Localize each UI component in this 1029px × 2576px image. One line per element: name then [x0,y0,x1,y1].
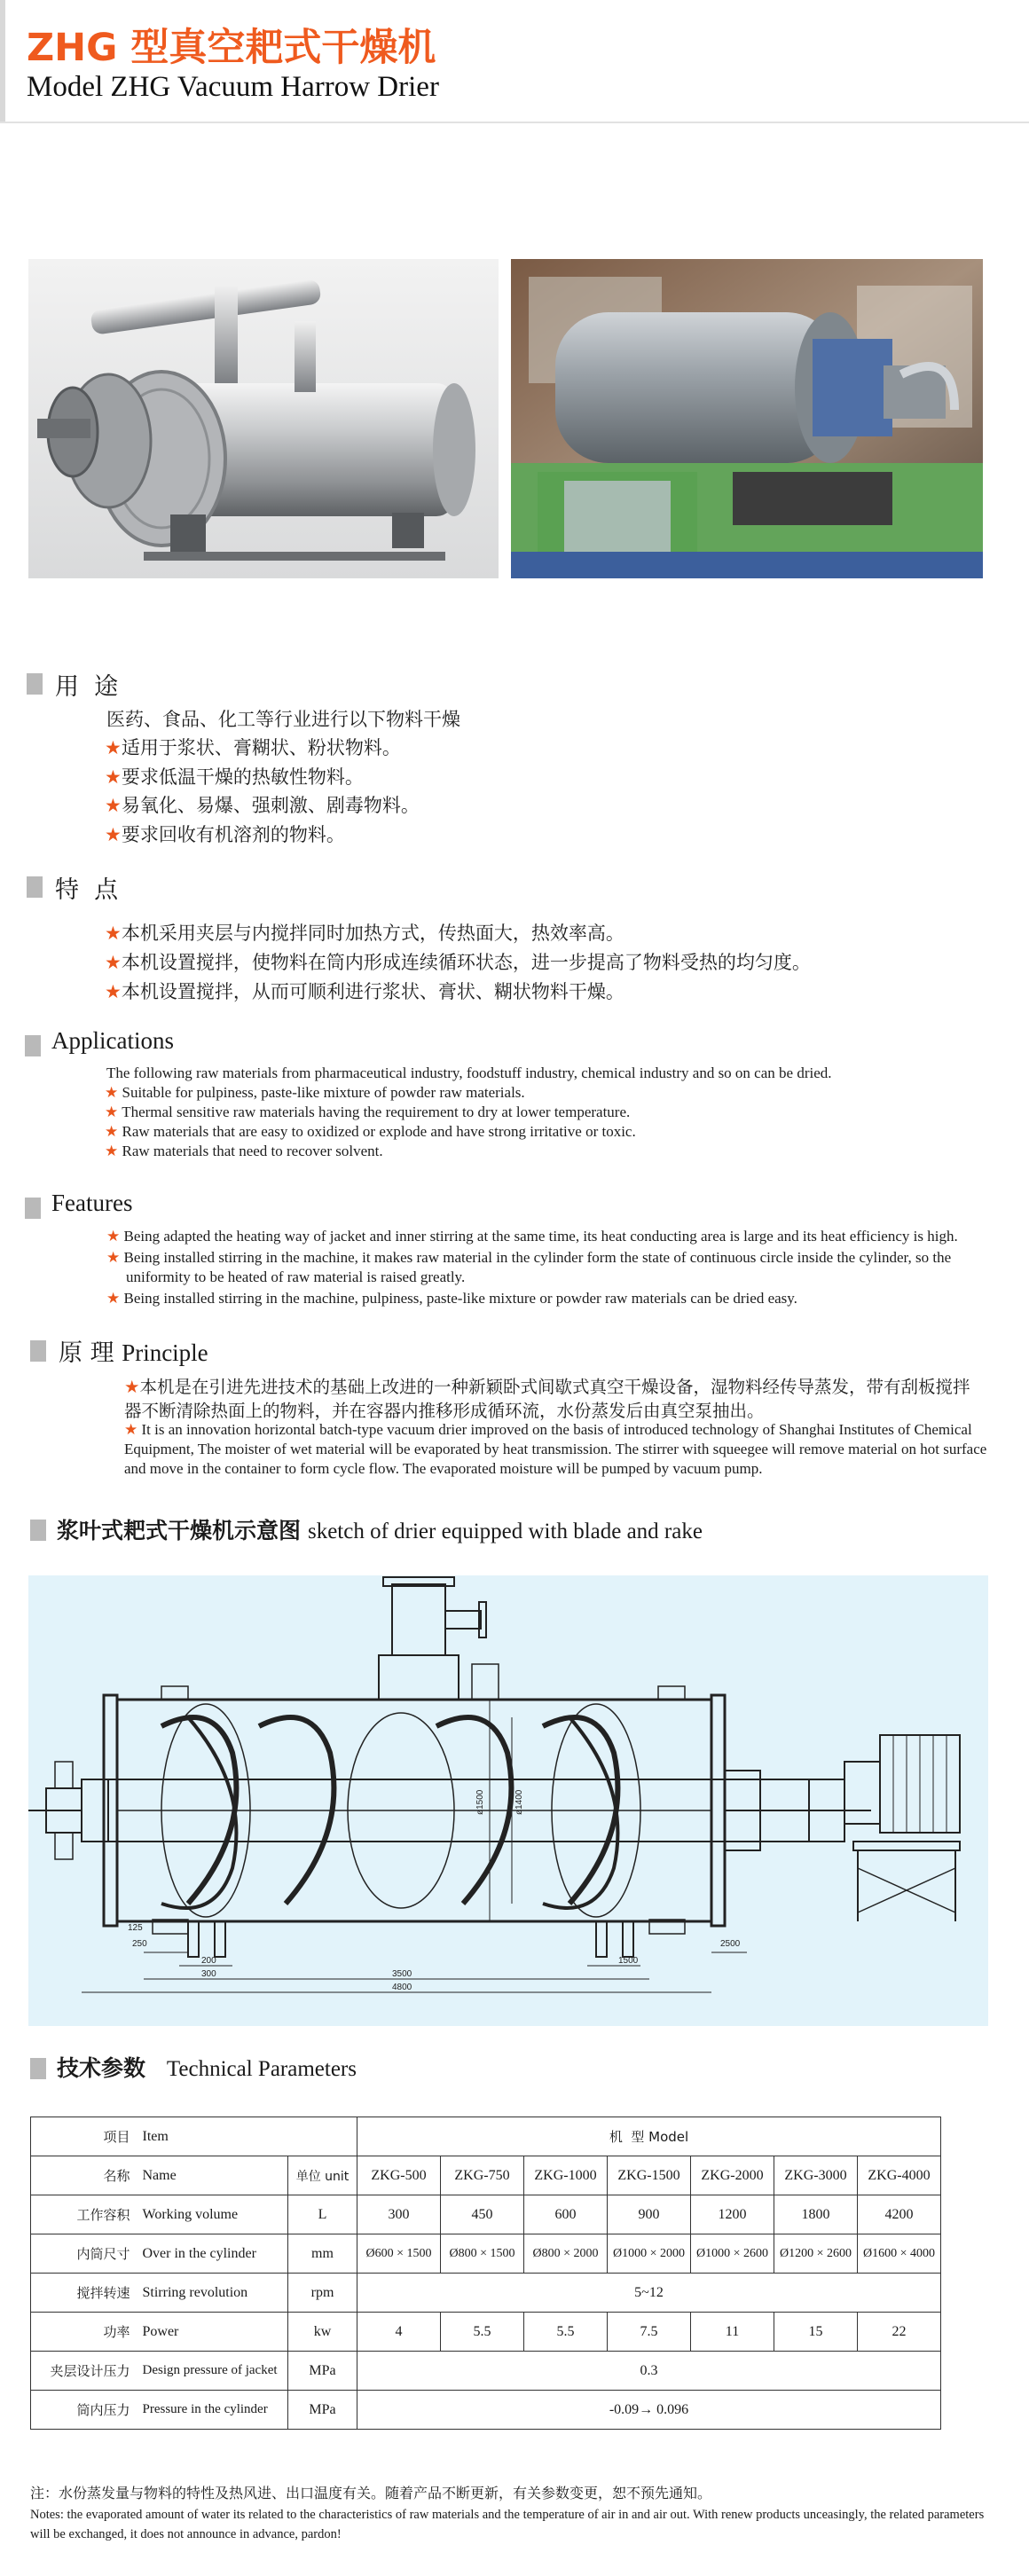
table-cell: Ø1200 × 2600 [774,2234,858,2274]
section-title-applications: Applications [51,1027,174,1054]
principle-cn-line: 器不断清除热面上的物料，并在容器内推移形成循环流，水份蒸发后由真空泵抽出。 [124,1401,765,1421]
star-icon: ★ [105,923,122,944]
header-divider [0,122,1029,123]
section-marker [27,876,43,898]
list-item: ★本机设置搅拌，使物料在筒内形成连续循环状态，进一步提高了物料受热的均匀度。 [105,952,811,973]
table-cell: ZKG-1000 [524,2156,608,2195]
table-row [31,2313,941,2352]
star-icon: ★ [105,824,122,845]
tech-params-table [30,2117,941,2430]
table-cell: Ø1000 × 2000 [608,2234,691,2274]
table-cell: 7.5 [608,2313,691,2352]
list-item: ★要求低温干燥的热敏性物料。 [105,766,364,788]
dim-label: 2500 [720,1939,741,1949]
table-cell-merged: 5~12 [357,2274,941,2313]
table-cell: 900 [608,2195,691,2234]
table-cell: 4200 [858,2195,941,2234]
table-row [31,2156,941,2195]
list-item: ★ Suitable for pulpiness, paste-like mixture of powder raw materials. [105,1084,525,1101]
table-cell: 1200 [691,2195,774,2234]
star-icon: ★ [106,1249,124,1266]
table-row [31,2234,941,2274]
table-cell: 5.5 [441,2313,524,2352]
table-cell: Ø800 × 1500 [441,2234,524,2274]
table-cell: rpm [288,2274,357,2313]
section-marker [25,1035,41,1056]
dim-label: 1500 [618,1956,639,1966]
product-photo-drier-silver [28,259,499,578]
list-item: ★适用于浆状、膏糊状、粉状物料。 [105,737,401,758]
table-cell: ZKG-4000 [858,2156,941,2195]
principle-cn-line: ★本机是在引进先进技术的基础上改进的一种新颖卧式间歇式真空干燥设备，湿物料经传导蒸发，带有刮板搅拌 [124,1377,970,1397]
list-item-continuation: uniformity to be heated of raw material is raised greatly. [126,1268,466,1285]
uses-intro: 医药、食品、化工等行业进行以下物料干燥 [106,709,460,730]
dim-label: ø1500 [475,1789,485,1815]
dim-label: ø1400 [514,1789,524,1815]
product-photo-drier-installed [511,259,983,578]
table-cell: MPa [288,2391,357,2430]
section-title-sketch: 浆叶式耙式干燥机示意图 sketch of drier equipped with blade and rake [57,1518,703,1543]
table-row [31,2195,941,2234]
section-marker [30,1520,46,1541]
section-marker [27,673,43,695]
table-cell: ZKG-3000 [774,2156,858,2195]
table-cell: 1800 [774,2195,858,2234]
table-cell: 600 [524,2195,608,2234]
table-cell: Ø1600 × 4000 [858,2234,941,2274]
table-cell: 内筒尺寸 [31,2234,137,2274]
star-icon: ★ [105,1103,122,1120]
table-cell: 筒内压力 [31,2391,137,2430]
table-row [31,2391,941,2430]
table-cell: L [288,2195,357,2234]
principle-en-line: Equipment, The moister of wet material will be evaporated by heat transmission. The stirrer with squeegee will remove material on hot surface [124,1441,987,1457]
principle-en-line: ★ It is an innovation horizontal batch-type vacuum drier improved on the basis of introduced technology of Shanghai Institutes of Chemical [124,1421,972,1438]
table-cell: ZKG-750 [441,2156,524,2195]
table-header-model: 机 型 Model [357,2117,941,2156]
drier-sketch-diagram [28,1575,988,2026]
dim-label: 125 [128,1923,143,1933]
table-cell: Ø600 × 1500 [357,2234,441,2274]
section-title-principle: 原 理 Principle [59,1339,208,1367]
table-cell: 4 [357,2313,441,2352]
section-title-uses: 用 途 [55,673,119,701]
section-title-features-cn: 特 点 [55,876,119,904]
applications-intro: The following raw materials from pharmaceutical industry, foodstuff industry, chemical industry and so on can be dried. [106,1064,832,1081]
page-title-en: Model ZHG Vacuum Harrow Drier [27,71,439,103]
table-cell: 功率 [31,2313,137,2352]
dim-label: 4800 [392,1983,412,1992]
table-cell: Item [137,2117,357,2156]
table-cell: 22 [858,2313,941,2352]
table-cell: 300 [357,2195,441,2234]
table-cell: 工作容积 [31,2195,137,2234]
list-item: ★要求回收有机溶剂的物料。 [105,824,345,845]
star-icon: ★ [105,1123,122,1140]
table-cell: ZKG-2000 [691,2156,774,2195]
star-icon: ★ [106,1290,124,1307]
table-cell: 11 [691,2313,774,2352]
table-cell: 名称 [31,2156,137,2195]
table-cell: ZKG-1500 [608,2156,691,2195]
dim-label: 3500 [392,1969,412,1979]
star-icon: ★ [105,1143,122,1159]
table-cell: 项目 [31,2117,137,2156]
table-row [31,2117,941,2156]
table-cell: Stirring revolution [137,2274,288,2313]
table-header-unit: 单位 unit [288,2156,357,2195]
table-cell: 搅拌转速 [31,2274,137,2313]
table-cell: Over in the cylinder [137,2234,288,2274]
dim-label: 300 [201,1969,216,1979]
star-icon: ★ [105,952,122,973]
section-title-tech: 技术参数 Technical Parameters [57,2055,357,2081]
table-cell: Working volume [137,2195,288,2234]
list-item: ★ Raw materials that need to recover solvent. [105,1143,383,1159]
table-cell-merged: 0.3 [357,2352,941,2391]
list-item: ★易氧化、易爆、强刺激、剧毒物料。 [105,795,420,816]
dim-label: 200 [201,1956,216,1966]
table-row [31,2274,941,2313]
table-cell: 450 [441,2195,524,2234]
table-cell: Ø800 × 2000 [524,2234,608,2274]
note-cn: 注：水份蒸发量与物料的特性及热风进、出口温度有关。随着产品不断更新，有关参数变更，恕不预先通知。 [30,2485,712,2501]
note-en: Notes: the evaporated amount of water its related to the characteristics of raw materials and the temperature of air in and air out. With renew products unceasingly, the related parameters will be exchanged, it does not announce in advance, pardon! [30,2508,985,2541]
table-cell: Name [137,2156,288,2195]
table-cell: mm [288,2234,357,2274]
table-cell: MPa [288,2352,357,2391]
star-icon: ★ [105,737,122,758]
section-marker [30,1340,46,1362]
table-cell: Power [137,2313,288,2352]
section-marker [25,1198,41,1219]
table-cell: 夹层设计压力 [31,2352,137,2391]
table-cell: Pressure in the cylinder [137,2391,288,2430]
header-accent-bar [0,0,5,122]
star-icon: ★ [124,1377,140,1397]
star-icon: ★ [105,1084,122,1101]
principle-en-line: and move in the container to form cycle flow. The evaporated moisture will be pumped by vacuum pump. [124,1460,763,1477]
star-icon: ★ [124,1421,142,1438]
table-cell: ZKG-500 [357,2156,441,2195]
list-item: ★ Being installed stirring in the machine, pulpiness, paste-like mixture or powder raw materials can be dried easy. [106,1290,797,1307]
list-item: ★ Thermal sensitive raw materials having the requirement to dry at lower temperature. [105,1103,631,1120]
section-title-features-en: Features [51,1190,133,1216]
star-icon: ★ [106,1228,124,1245]
table-cell: 5.5 [524,2313,608,2352]
list-item: ★ Raw materials that are easy to oxidized or explode and have strong irritative or toxic. [105,1123,636,1140]
star-icon: ★ [105,795,122,816]
table-cell: Design pressure of jacket [137,2352,288,2391]
table-cell-merged: -0.09→ 0.096 [357,2391,941,2430]
star-icon: ★ [105,766,122,788]
table-cell: Ø1000 × 2600 [691,2234,774,2274]
list-item: ★ Being installed stirring in the machine, it makes raw material in the cylinder form the state of continuous circle inside the cylinder, so the [106,1249,952,1266]
section-marker [30,2058,46,2079]
page-title-cn: ZHG 型真空耙式干燥机 [27,26,436,70]
table-cell: 15 [774,2313,858,2352]
list-item: ★ Being adapted the heating way of jacket and inner stirring at the same time, its heat conducting area is large and its heat efficiency is high. [106,1228,958,1245]
dim-label: 250 [132,1939,147,1949]
table-cell: kw [288,2313,357,2352]
list-item: ★本机采用夹层与内搅拌同时加热方式，传热面大，热效率高。 [105,923,624,944]
list-item: ★本机设置搅拌，从而可顺利进行浆状、膏状、糊状物料干燥。 [105,981,624,1002]
table-row [31,2352,941,2391]
star-icon: ★ [105,981,122,1002]
